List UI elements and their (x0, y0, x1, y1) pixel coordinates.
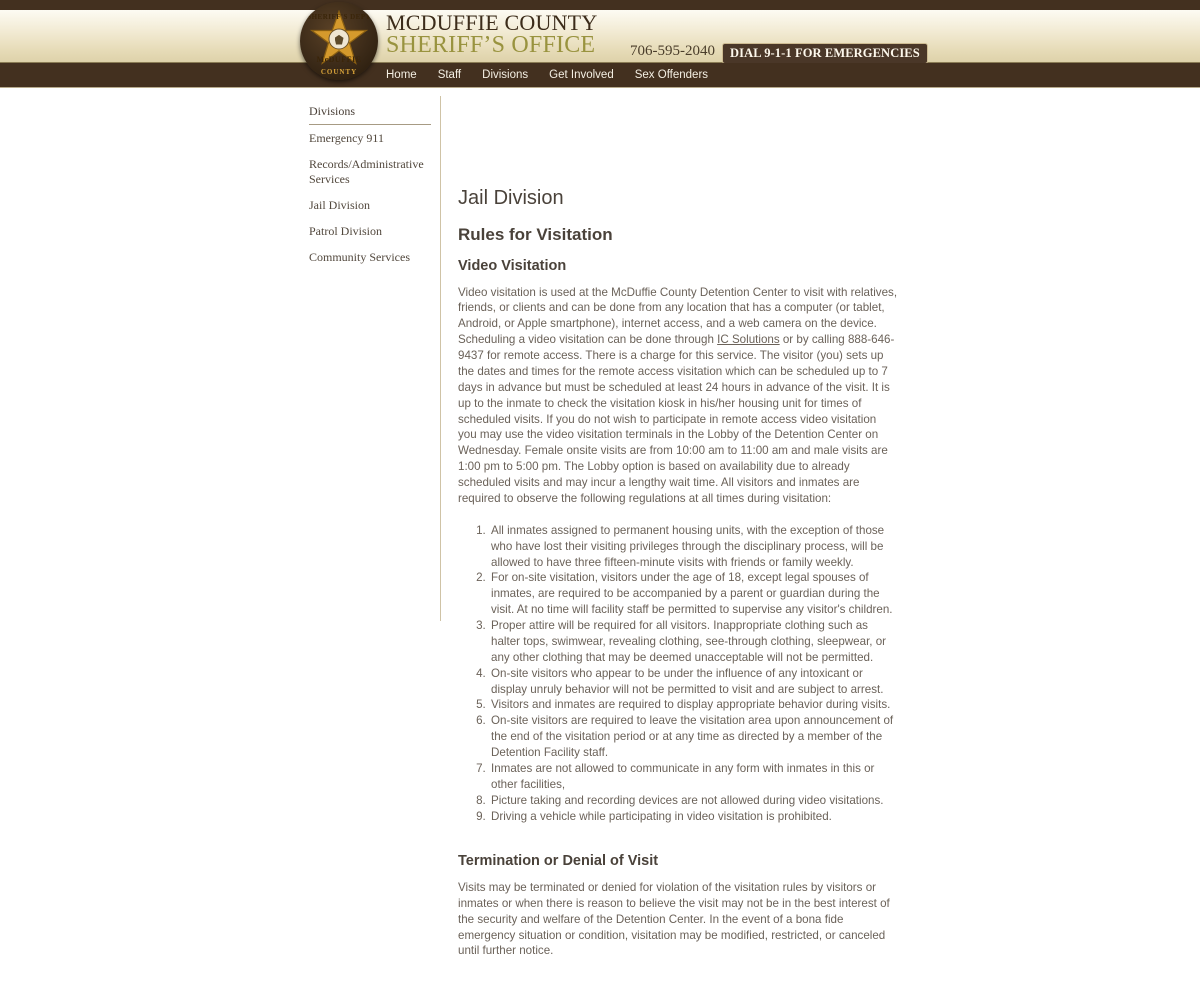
org-title (386, 12, 597, 58)
main-content (458, 88, 898, 986)
sidebar-item-emergency-911[interactable]: Emergency 911 (309, 131, 384, 145)
badge-text-bottom: McDUFFIE (316, 55, 362, 64)
sidebar-heading: Divisions (309, 104, 431, 125)
sidebar-item-patrol-division[interactable]: Patrol Division (309, 224, 383, 238)
org-title-line1: MCDUFFIE COUNTY (386, 10, 598, 35)
sheriff-badge-logo[interactable] (300, 2, 378, 80)
nav-items (386, 63, 708, 87)
list-item: 9. Driving a vehicle while participating in video visitation is prohibited. (489, 809, 898, 825)
content-divider (440, 96, 441, 621)
sidebar-item-records-administrative-services[interactable]: Records/Administrative Services (309, 157, 424, 186)
nav-item-staff[interactable]: Staff (437, 69, 462, 81)
phone-number: 706-595-2040 (630, 43, 715, 59)
list-item: 1. All inmates assigned to permanent housing units, with the exception of those who have lost their visiting privileges through the disciplinary process, will be allowed to have three fifteen-minute visits with friends or family weekly. (489, 523, 898, 571)
badge-circle (300, 2, 378, 80)
sidebar-item-jail-division[interactable]: Jail Division (309, 198, 371, 212)
page-title: Jail Division (458, 187, 564, 209)
list-item: 5. Visitors and inmates are required to display appropriate behavior during visits. (489, 697, 898, 713)
badge-text-county: COUNTY (320, 68, 358, 76)
next-section-heading-cutoff (458, 981, 898, 986)
termination-paragraph: Visits may be terminated or denied for violation of the visitation rules by visitors or inmates or when there is reason to believe the visit may not be in the best interest of the security and welfare of the Detention Center. In the event of a bona fide emergency situation or condition, visitation may be modified, restricted, or canceled until further notice. (458, 880, 890, 958)
header-top-strip (0, 0, 1200, 10)
sidebar-item-community-services[interactable]: Community Services (309, 250, 410, 264)
nav-item-home[interactable]: Home (386, 69, 417, 81)
page-body (0, 88, 1200, 958)
org-title-line2: SHERIFF’S OFFICE (386, 32, 596, 59)
intro-text-part1: Video visitation is used at the McDuffie County Detention Center to visit with relatives, friends, or clients and can be done from any location that has a computer (or tablet, Android, or Apple smartphone), internet access, and a web camera on the device. Scheduling a video visitation can be done through (458, 285, 898, 347)
nav-item-divisions[interactable]: Divisions (482, 69, 529, 81)
list-item: 4. On-site visitors who appear to be under the influence of any intoxicant or display unruly behavior will not be permitted to visit and are subject to arrest. (489, 666, 898, 698)
subsection-title-video-visitation: Video Visitation (458, 258, 567, 274)
list-item: 7. Inmates are not allowed to communicate in any form with inmates in this or other facilities, (489, 761, 898, 793)
list-item: 8. Picture taking and recording devices are not allowed during video visitations. (489, 793, 898, 809)
subsection-title-termination: Termination or Denial of Visit (458, 853, 659, 870)
emergency-notice-badge: DIAL 9-1-1 FOR EMERGENCIES (722, 43, 928, 64)
list-item: 6. On-site visitors are required to leave the visitation area upon announcement of the end of the visitation period or at any time as directed by a member of the Detention Facility staff. (489, 713, 898, 761)
nav-item-sex-offenders[interactable]: Sex Offenders (634, 69, 709, 81)
intro-text-part2: or by calling 888-646-9437 for remote access. There is a charge for this service. The visitor (you) sets up the dates and times for the remote access visitation which can be scheduled up to 7 days in advance but must be scheduled at least 24 hours in advance of the visit. It is up to the inmate to check the visitation kiosk in his/her housing unit for times of scheduled visits. If you do not wish to participate in remote access video visitation you may use the video visitation terminals in the Lobby of the Detention Center on Wednesday. Female onsite visits are from 10:00 am to 11:00 am and male visits are 1:00 pm to 5:00 pm. The Lobby option is based on availability due to already scheduled visits and may incur a lengthy wait time. All visitors and inmates are required to observe the following regulations at all times during visitation: (458, 333, 895, 505)
nav-item-get-involved[interactable]: Get Involved (549, 69, 614, 81)
visitation-rules-list (458, 523, 898, 825)
section-title-rules: Rules for Visitation (458, 225, 613, 244)
ic-solutions-link[interactable]: IC Solutions (717, 333, 780, 347)
badge-seal-icon (329, 29, 350, 50)
sidebar-navigation (309, 104, 431, 270)
list-item: 2. For on-site visitation, visitors under the age of 18, except legal spouses of inmates, are required to be accompanied by a parent or guardian during the visit. At no time will facility staff be permitted to supervise any visitor's children. (489, 570, 898, 618)
intro-paragraph (458, 285, 898, 507)
badge-text-top: SHERIFF'S DEPT (307, 13, 371, 21)
main-navigation (0, 63, 1200, 88)
list-item: 3. Proper attire will be required for all visitors. Inappropriate clothing such as halter tops, swimwear, revealing clothing, see-through clothing, sleepwear, or any other clothing that may be deemed unacceptable will not be permitted. (489, 618, 898, 666)
